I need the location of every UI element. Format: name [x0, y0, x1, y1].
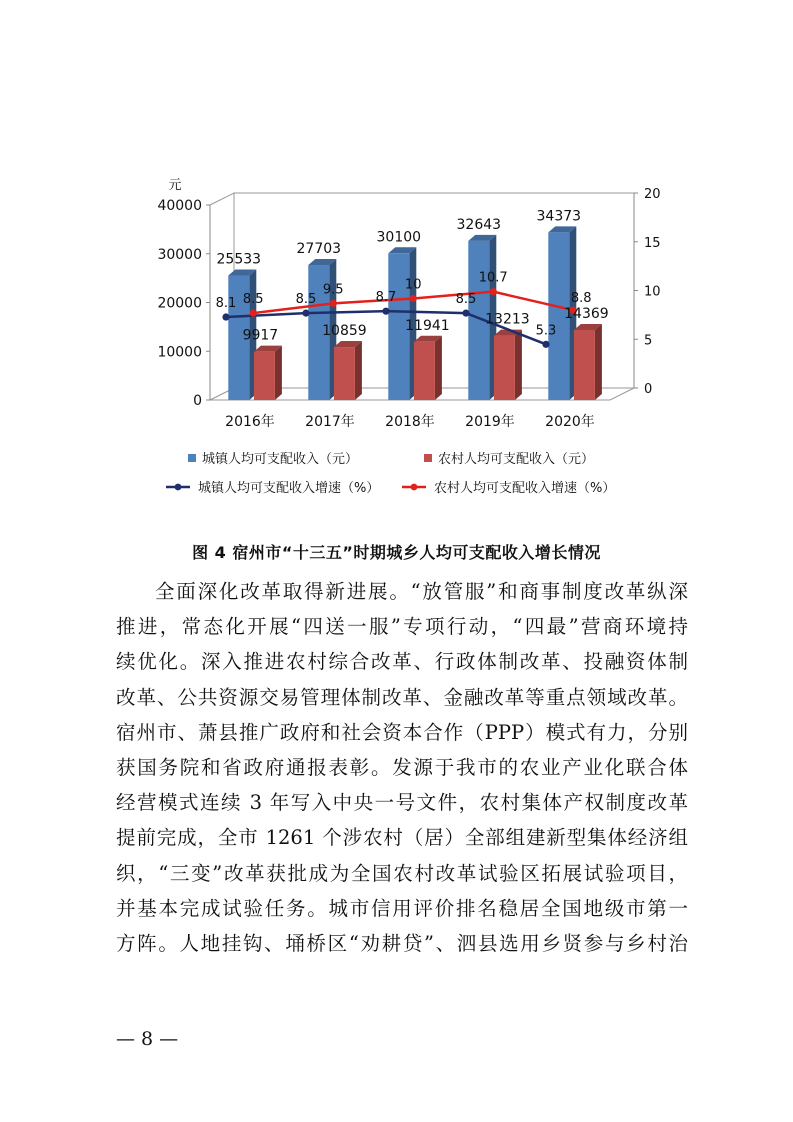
- bar-rural-side: [595, 324, 602, 400]
- data-label-rural-growth: 10.7: [478, 270, 508, 286]
- x-tick-label: 2020年: [545, 414, 595, 430]
- bar-rural-side: [515, 330, 522, 400]
- income-chart: [150, 172, 670, 507]
- legend-rural-income-label: 农村人均可支配收入（元）: [438, 452, 595, 467]
- legend-rural-income-swatch: [424, 454, 432, 462]
- data-label-urban-income: 27703: [296, 240, 342, 257]
- y-right-tick-label: 10: [644, 284, 661, 300]
- data-label-urban-growth: 8.1: [215, 296, 237, 312]
- body-line: 宿州市、萧县推广政府和社会资本合作（PPP）模式有力，分别: [116, 720, 688, 744]
- x-tick-label: 2019年: [465, 414, 515, 430]
- bar-rural-side: [435, 336, 442, 400]
- body-line: 续优化。深入推进农村综合改革、行政体制改革、投融资体制: [116, 650, 688, 674]
- y-right-tick-label: 5: [644, 333, 653, 349]
- legend-rural-growth-marker: [411, 484, 418, 491]
- point-urban-growth: [302, 310, 309, 317]
- point-urban-growth: [222, 313, 229, 320]
- point-rural-growth: [250, 310, 257, 317]
- x-tick-label: 2016年: [225, 414, 275, 430]
- y-right-tick-label: 15: [644, 235, 661, 251]
- legend-rural-growth-label: 农村人均可支配收入增速（%）: [434, 481, 616, 496]
- data-label-rural-income: 11941: [405, 317, 450, 334]
- bar-rural: [334, 347, 355, 400]
- data-label-rural-income: 14369: [564, 305, 609, 322]
- data-label-rural-growth: 8.5: [242, 292, 264, 308]
- x-tick-label: 2017年: [305, 414, 355, 430]
- bar-rural-side: [275, 346, 282, 400]
- point-urban-growth: [462, 310, 469, 317]
- body-line: 获国务院和省政府通报表彰。发源于我市的农业产业化联合体: [116, 756, 688, 780]
- y-left-tick-label: 30000: [157, 246, 202, 263]
- y-left-tick-label: 20000: [157, 295, 202, 312]
- data-label-rural-income: 10859: [322, 323, 367, 340]
- body-line: 全面深化改革取得新进展。“放管服”和商事制度改革纵深: [155, 580, 688, 603]
- bar-rural: [414, 342, 435, 400]
- data-label-rural-growth: 8.8: [570, 291, 592, 307]
- point-rural-growth: [410, 295, 417, 302]
- body-line: 织，“三变”改革获批成为全国农村改革试验区拓展试验项目，: [116, 861, 688, 885]
- legend-urban-income-swatch: [188, 454, 196, 462]
- body-line: 并基本完成试验任务。城市信用评价排名稳居全国地级市第一: [116, 896, 688, 920]
- data-label-rural-income: 9917: [242, 327, 279, 344]
- point-rural-growth: [490, 288, 497, 295]
- legend-urban-growth-marker: [175, 484, 182, 491]
- data-label-urban-growth: 5.3: [535, 323, 557, 339]
- data-label-urban-growth: 8.5: [295, 292, 317, 308]
- body-line: 推进，常态化开展“四送一服”专项行动，“四最”营商环境持: [116, 615, 688, 639]
- data-label-urban-income: 32643: [456, 216, 502, 233]
- data-label-urban-growth: 8.7: [375, 290, 397, 306]
- data-label-urban-income: 30100: [376, 229, 422, 246]
- data-label-rural-growth: 9.5: [322, 282, 344, 298]
- legend-urban-growth-label: 城镇人均可支配收入增速（%）: [198, 481, 380, 496]
- y-right-tick-label: 0: [644, 382, 653, 397]
- data-label-urban-income: 34373: [536, 208, 582, 225]
- body-line: 改革、公共资源交易管理体制改革、金融改革等重点领域改革。: [116, 685, 688, 709]
- body-line: 提前完成，全市 1261 个涉农村（居）全部组建新型集体经济组: [116, 826, 688, 850]
- data-label-urban-growth: 8.5: [455, 292, 477, 308]
- body-paragraph: [116, 574, 688, 961]
- y-left-tick-label: 40000: [157, 198, 202, 214]
- bar-rural: [574, 330, 595, 400]
- legend-urban-income-label: 城镇人均可支配收入（元）: [202, 452, 359, 467]
- data-label-urban-income: 25533: [216, 251, 262, 268]
- y-left-tick-label: 0: [193, 393, 202, 409]
- bar-rural: [254, 352, 275, 400]
- body-line: 经营模式连续 3 年写入中央一号文件，农村集体产权制度改革: [116, 791, 688, 815]
- point-urban-growth: [382, 308, 389, 315]
- y-left-unit-label: 元: [168, 178, 182, 193]
- y-left-tick-label: 10000: [157, 344, 202, 361]
- figure-caption: 图 4 宿州市“十三五”时期城乡人均可支配收入增长情况: [192, 543, 601, 562]
- point-urban-growth: [542, 341, 549, 348]
- body-line: 方阵。人地挂钩、埇桥区“劝耕贷”、泗县选用乡贤参与乡村治: [116, 932, 688, 956]
- y-right-tick-label: 20: [644, 187, 661, 202]
- bar-rural: [494, 336, 515, 400]
- data-label-rural-income: 13213: [485, 311, 530, 328]
- page-number: — 8 —: [116, 1028, 179, 1050]
- x-tick-label: 2018年: [385, 414, 435, 430]
- bar-rural-side: [355, 341, 362, 400]
- data-label-rural-growth: 10: [404, 277, 422, 293]
- point-rural-growth: [330, 300, 337, 307]
